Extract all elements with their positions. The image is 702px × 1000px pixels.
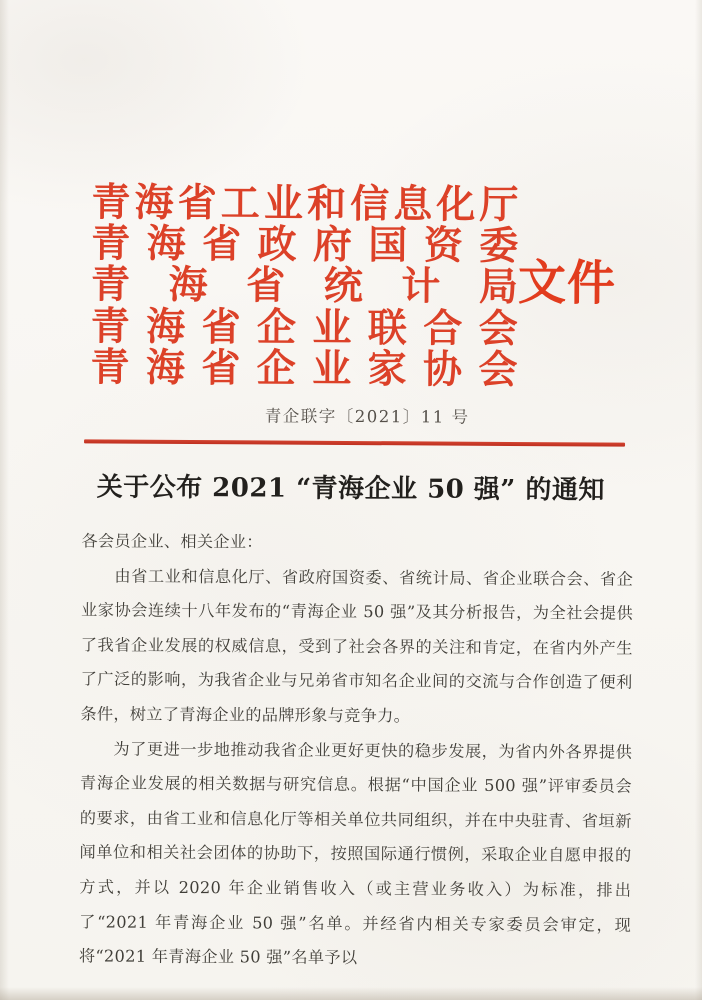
org-line-char: 统: [323, 263, 363, 310]
org-line-char: 会: [478, 305, 518, 352]
body-paragraph: 为了更进一步地推动我省企业更好更快的稳步发展，为省内外各界提供青海企业发展的相关数据与研究信息。根据“中国企业 500 强”评审委员会的要求，由省工业和信息化厅等相关单位共同组织，并在中央驻青、省垣新闻单位和相关社会团体的协助下，按照国际通行惯例，采取企业自愿申报的方式，并以 2020 年企业销售收入（或主营业务收入）为标准，排出了“2021 年青海企业 50 强”名单。并经省内相关专家委员会审定，现将“2021 年青海企业 50 强”名单予以: [78, 739, 633, 968]
org-line: [90, 303, 518, 352]
org-line-char: 省: [201, 303, 241, 350]
org-line-char: 省: [201, 344, 241, 392]
org-line-char: 业: [312, 345, 352, 392]
salutation: 各会员企业、相关企业：: [81, 531, 263, 552]
letterhead-org-block: [90, 179, 519, 393]
reference-number: 青企联字〔2021〕11 号: [264, 406, 470, 427]
org-line-char: 信: [350, 181, 390, 228]
org-line-char: 委: [479, 223, 519, 270]
org-line-char: 省: [201, 221, 242, 268]
org-line: [90, 344, 518, 393]
org-line-char: 政: [257, 221, 297, 268]
org-line-char: 企: [256, 345, 296, 392]
org-line-char: 局: [478, 264, 519, 311]
org-line-char: 青: [91, 220, 131, 267]
org-line-char: 家: [367, 345, 407, 393]
org-line-char: 资: [423, 222, 463, 269]
org-line-char: 青: [90, 344, 130, 391]
org-line: [91, 179, 519, 229]
org-line-char: 青: [91, 179, 131, 226]
org-line-char: 计: [401, 263, 441, 311]
org-line-char: 联: [367, 304, 408, 351]
org-line-char: 化: [436, 181, 476, 228]
org-line-char: 海: [134, 179, 174, 227]
org-line-char: 业: [263, 180, 304, 227]
org-line: [91, 220, 519, 270]
org-line: [90, 261, 519, 311]
org-line-char: 合: [423, 305, 463, 352]
body-paragraph: 由省工业和信息化厅、省政府国资委、省统计局、省企业联合会、省企业家协会连续十八年发布的“青海企业 50 强”及其分析报告，为全社会提供了我省企业发展的权威信息，受到了社会各界的关注和肯定，在省内外产生了广泛的影响，为我省企业与兄弟省市知名企业间的交流与合作创造了便利条件，树立了青海企业的品牌形象与竞争力。: [80, 566, 634, 726]
org-line-char: 海: [146, 303, 186, 350]
org-line-char: 府: [312, 222, 353, 269]
document-title: 关于公布 2021 “青海企业 50 强” 的通知: [96, 472, 605, 506]
org-line-char: 厅: [479, 181, 519, 229]
red-divider-line: [84, 439, 625, 446]
org-line-char: 息: [393, 181, 433, 228]
org-line-char: 企: [256, 304, 297, 351]
org-line-char: 协: [422, 346, 463, 393]
org-line-char: 青: [90, 303, 130, 350]
doc-type-label: 文件: [517, 255, 617, 312]
org-line-char: 海: [168, 262, 208, 309]
org-line-char: 省: [177, 180, 217, 227]
org-line-char: 国: [368, 222, 408, 269]
org-line-char: 会: [478, 346, 518, 393]
org-line-char: 业: [312, 304, 352, 351]
org-line-char: 工: [220, 180, 260, 227]
org-line-char: 和: [306, 180, 347, 228]
document-body: [79, 524, 634, 977]
org-line-char: 海: [145, 344, 186, 391]
org-line-char: 省: [246, 262, 286, 310]
org-line-char: 海: [146, 221, 186, 268]
org-line-char: 青: [90, 261, 131, 309]
